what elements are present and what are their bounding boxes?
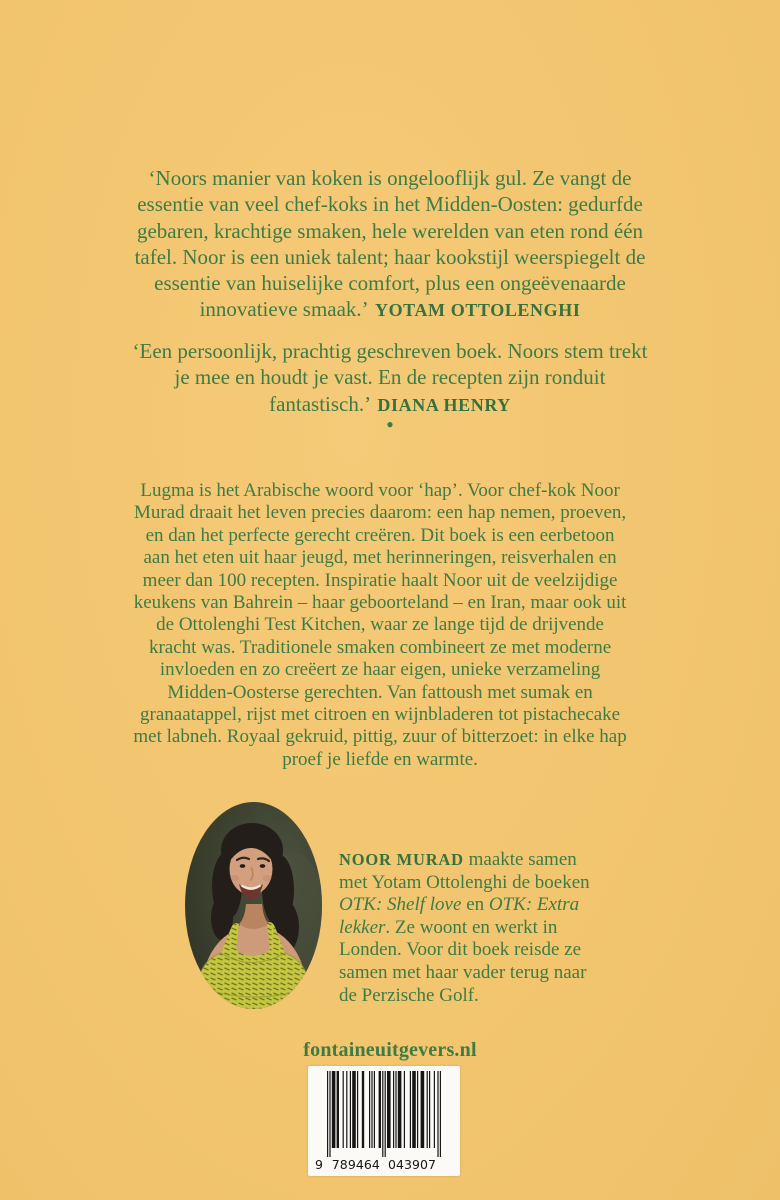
quote-diana-henry-attribution: DIANA HENRY bbox=[377, 394, 511, 415]
separator-dot: • bbox=[386, 412, 394, 437]
quote-ottolenghi-text: ‘Noors manier van koken is ongelooflijk gul. Ze vangt de essentie van veel chef-koks in het Midden-Oosten: gedurfde gebaren, krachtige smaken, hele werelden van eten rond één tafel. Noor is een uniek talent; haar kookstijl weerspiegelt de essentie van huiselijke comfort, plus een ongeëvenaarde innovatieve smaak.’ bbox=[134, 166, 646, 322]
author-portrait-illustration bbox=[185, 802, 322, 1009]
quote-ottolenghi bbox=[130, 165, 650, 324]
ean13-barcode-graphic bbox=[308, 1069, 460, 1173]
quote-ottolenghi-attribution: YOTAM OTTOLENGHI bbox=[374, 300, 581, 321]
svg-text:9: 9 bbox=[315, 1157, 323, 1172]
publisher-website: fontaineuitgevers.nl bbox=[303, 1039, 477, 1061]
book-title-shelf-love: OTK: Shelf love bbox=[339, 894, 462, 916]
author-bio-part3: . Ze woont en werkt in Londen. Voor dit boek reisde ze samen met haar vader terug naar de Perzische Golf. bbox=[339, 916, 587, 1006]
book-description: Lugma is het Arabische woord voor ‘hap’. Voor chef-kok Noor Murad draait het leven precies daarom: een hap nemen, proeven, en dan het perfecte gerecht creëren. Dit boek is een eerbetoon aan het eten uit haar jeugd, met herinneringen, reisverhalen en meer dan 100 recepten. Inspiratie haalt Noor uit de veelzijdige keukens van Bahrein – haar geboorteland – en Iran, maar ook uit de Ottolenghi Test Kitchen, waar ze lange tijd de drijvende kracht was. Traditionele smaken combineert ze met moderne invloeden en zo creëert ze haar eigen, unieke verzameling Midden-Oosterse gerechten. Van fattoush met sumak en granaatappel, rijst met citroen en wijnbladeren tot pistachecake met labneh. Royaal gekruid, pittig, zuur of bitterzoet: in elke hap proef je liefde en warmte. bbox=[133, 480, 627, 770]
quote-diana-henry bbox=[130, 338, 650, 418]
svg-text:043907: 043907 bbox=[388, 1157, 436, 1172]
author-bio bbox=[339, 849, 607, 1007]
author-bio-part2: en bbox=[461, 894, 489, 916]
author-photo bbox=[185, 802, 322, 1009]
author-bio-part1: maakte samen met Yotam Ottolenghi de boeken bbox=[339, 849, 590, 893]
isbn-barcode bbox=[308, 1066, 460, 1176]
author-name: NOOR MURAD bbox=[339, 850, 464, 869]
book-title-extra-lekker: OTK: Extra lekker bbox=[339, 894, 580, 938]
svg-text:789464: 789464 bbox=[331, 1157, 380, 1172]
quote-diana-henry-text: ‘Een persoonlijk, prachtig geschreven boek. Noors stem trekt je mee en houdt je vast. En de recepten zijn ronduit fantastisch.’ bbox=[132, 339, 648, 416]
